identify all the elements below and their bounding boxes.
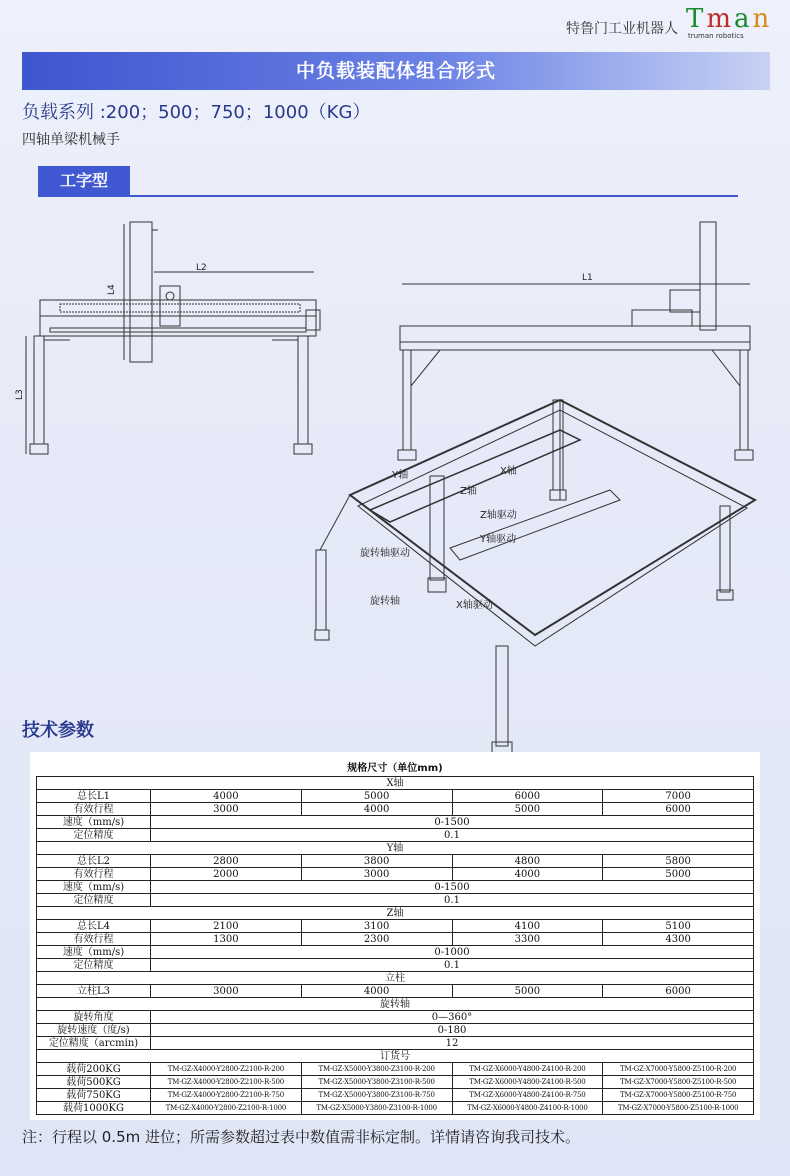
table-row: 总长L4 2100 3100 4100 5100	[37, 920, 754, 933]
tech-params-title: 技术参数	[22, 720, 94, 741]
table-row: 立柱L3 3000 4000 5000 6000	[37, 985, 754, 998]
company-name: 特鲁门工业机器人	[566, 21, 678, 37]
table-row: 速度（mm/s) 0-1500	[37, 881, 754, 894]
footer-note: 注：行程以 0.5m 进位；所需参数超过表中数值需非标定制。详情请咨询我司技术。	[22, 1128, 581, 1146]
z-column-front	[130, 222, 152, 362]
leg-left-front	[34, 336, 44, 444]
spec-table	[36, 776, 754, 1115]
spec-table-panel	[30, 752, 760, 1120]
section-x: X轴	[37, 777, 754, 790]
product-subtitle: 四轴单梁机械手	[22, 132, 120, 148]
leg-right-front	[298, 336, 308, 444]
logo-subtitle: truman robotics	[688, 32, 744, 40]
table-row: 定位精度 0.1	[37, 894, 754, 907]
table-row: 总长L2 2800 3800 4800 5800	[37, 855, 754, 868]
page-title-banner: 中负载装配体组合形式	[22, 52, 770, 90]
table-row: 有效行程 1300 2300 3300 4300	[37, 933, 754, 946]
iso-leg-front-left	[316, 550, 326, 630]
table-row: 有效行程 2000 3000 4000 5000	[37, 868, 754, 881]
gantry-drawing	[15, 210, 780, 710]
leg-side-left	[403, 350, 411, 450]
section-column: 立柱	[37, 972, 754, 985]
label-y-axis: Y轴	[392, 470, 409, 481]
table-caption: 规格尺寸（单位mm)	[347, 763, 443, 774]
label-y-drive: Y轴驱动	[480, 534, 517, 545]
leg-side-right	[740, 350, 748, 450]
iso-leg-front-mid	[496, 646, 508, 746]
label-z-drive: Z轴驱动	[480, 510, 517, 521]
table-row: 载荷750KG TM-GZ-X4000-Y2800-Z2100-R-750 TM-GZ-X5000-Y3800-Z3100-R-750 TM-GZ-X6000-Y4800-Z4100-R-750 TM-GZ-X7000-Y5800-Z5100-R-750	[37, 1089, 754, 1102]
z-column-side	[700, 222, 716, 330]
dim-l2: L2	[196, 263, 207, 273]
table-row: 速度（mm/s) 0-1500	[37, 816, 754, 829]
type-divider	[38, 195, 738, 197]
table-row: 旋转速度（度/s) 0-180	[37, 1024, 754, 1037]
section-order: 订货号	[37, 1050, 754, 1063]
label-x-axis: X轴	[500, 466, 517, 477]
table-row: 载荷500KG TM-GZ-X4000-Y2800-Z2100-R-500 TM-GZ-X5000-Y3800-Z3100-R-500 TM-GZ-X6000-Y4800-Z4100-R-500 TM-GZ-X7000-Y5800-Z5100-R-500	[37, 1076, 754, 1089]
table-row: 定位精度 0.1	[37, 829, 754, 842]
dim-l1: L1	[582, 273, 593, 283]
type-label: 工字型	[38, 166, 130, 196]
table-row: 载荷1000KG TM-GZ-X4000-Y2800-Z2100-R-1000 TM-GZ-X5000-Y3800-Z3100-R-1000 TM-GZ-X6000-Y4800-Z4100-R-1000 TM-GZ-X7000-Y5800-Z5100-R-1000	[37, 1102, 754, 1115]
label-x-drive: X轴驱动	[456, 600, 493, 611]
iso-leg-back	[553, 400, 563, 490]
dim-l3: L3	[15, 389, 25, 400]
table-row: 定位精度（arcmin) 12	[37, 1037, 754, 1050]
label-rotation-drive: 旋转轴驱动	[360, 548, 410, 559]
load-series: 负载系列 :200；500；750；1000（KG）	[22, 102, 371, 123]
section-y: Y轴	[37, 842, 754, 855]
y-beam-front	[40, 300, 316, 316]
table-row: 总长L1 4000 5000 6000 7000	[37, 790, 754, 803]
table-row: 载荷200KG TM-GZ-X4000-Y2800-Z2100-R-200 TM-GZ-X5000-Y3800-Z3100-R-200 TM-GZ-X6000-Y4800-Z4100-R-200 TM-GZ-X7000-Y5800-Z5100-R-200	[37, 1063, 754, 1076]
x-beam-side	[400, 326, 750, 342]
label-rotation-axis: 旋转轴	[370, 596, 400, 607]
table-row: 旋转角度 0—360°	[37, 1011, 754, 1024]
section-z: Z轴	[37, 907, 754, 920]
label-z-axis: Z轴	[460, 486, 477, 497]
dim-l4: L4	[107, 284, 117, 295]
table-row: 有效行程 3000 4000 5000 6000	[37, 803, 754, 816]
section-rotation: 旋转轴	[37, 998, 754, 1011]
table-row: 速度（mm/s) 0-1000	[37, 946, 754, 959]
isometric-gantry	[315, 400, 755, 754]
company-logo: Tman truman robotics	[686, 4, 776, 44]
table-row: 定位精度 0.1	[37, 959, 754, 972]
